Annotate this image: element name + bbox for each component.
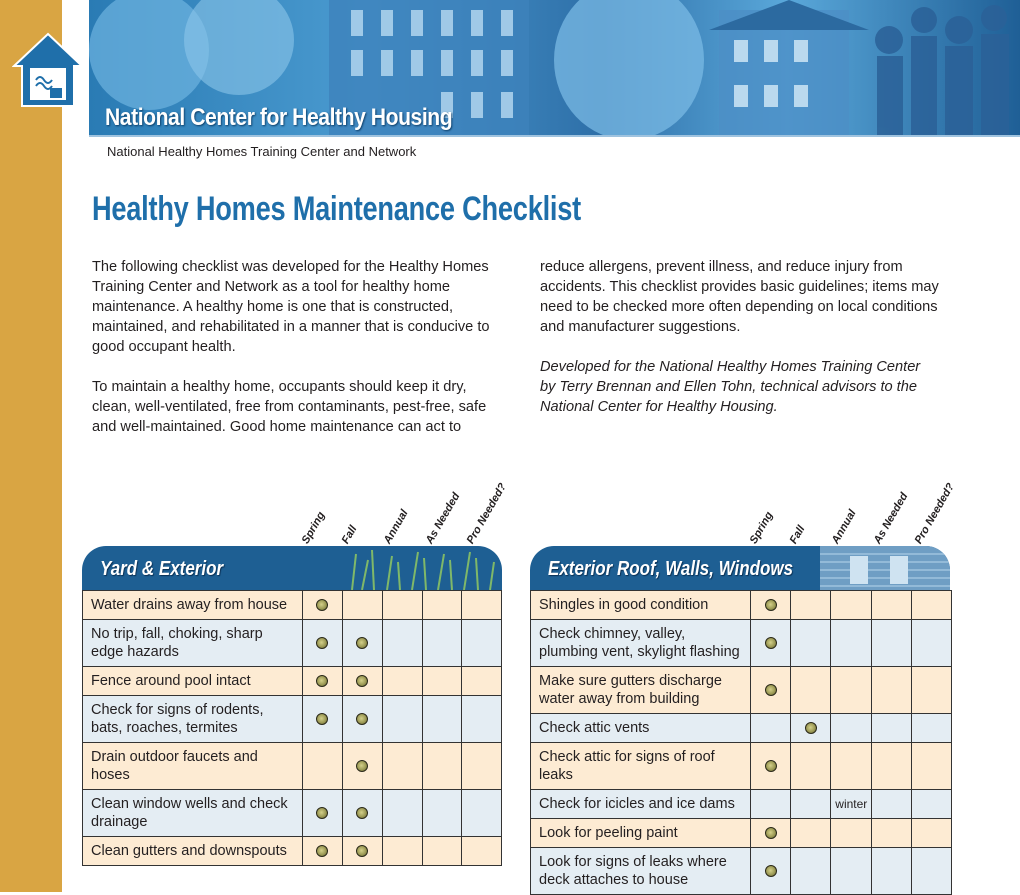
check-cell [302, 743, 342, 790]
check-cell [912, 591, 952, 620]
intro-paragraph-3 [540, 257, 960, 337]
check-cell [382, 790, 422, 837]
check-cell [872, 620, 912, 667]
season-label: Annual [381, 507, 411, 546]
table-row [531, 591, 952, 620]
intro-right-column [540, 257, 960, 437]
season-header [82, 470, 509, 548]
check-cell [382, 743, 422, 790]
text-line: To maintain a healthy home, occupants should keep it dry, [92, 379, 467, 395]
check-cell [342, 696, 382, 743]
check-dot-icon [316, 637, 328, 649]
check-cell [791, 848, 831, 895]
check-dot-icon [316, 599, 328, 611]
check-cell [342, 837, 382, 866]
text-line: accidents. This checklist provides basic guidelines; items may [540, 279, 939, 295]
check-cell [342, 591, 382, 620]
credit-paragraph [540, 357, 960, 417]
left-gold-bar [0, 0, 62, 892]
checklist-item: Make sure gutters discharge water away from building [531, 667, 751, 714]
check-cell [302, 667, 342, 696]
text-line: good occupant health. [92, 339, 236, 355]
text-line: maintenance. A healthy home is one that is constructed, [92, 299, 454, 315]
check-cell [422, 743, 462, 790]
text-line: Developed for the National Healthy Homes Training Center [540, 359, 921, 375]
check-cell [382, 696, 422, 743]
check-cell [831, 790, 872, 819]
check-cell [791, 714, 831, 743]
check-cell [302, 696, 342, 743]
check-cell [750, 743, 790, 790]
check-cell [791, 667, 831, 714]
check-dot-icon [356, 675, 368, 687]
check-cell [382, 667, 422, 696]
check-cell [302, 591, 342, 620]
season-label: Annual [829, 507, 859, 546]
house-siding-art-icon [780, 546, 950, 590]
check-cell [422, 591, 462, 620]
grass-art-icon [332, 546, 502, 590]
check-cell [302, 790, 342, 837]
check-cell [831, 591, 872, 620]
table-row [83, 620, 502, 667]
text-line: maintained, and rehabilitated in a manner that is conducive to [92, 319, 490, 335]
section-title: Exterior Roof, Walls, Windows [548, 558, 794, 580]
check-cell [750, 591, 790, 620]
check-cell [912, 819, 952, 848]
banner-divider [89, 135, 1020, 137]
checklist-item: Look for peeling paint [531, 819, 751, 848]
check-cell [872, 848, 912, 895]
check-cell [831, 743, 872, 790]
check-cell [872, 819, 912, 848]
table-row [83, 790, 502, 837]
check-cell [462, 790, 502, 837]
table-row [531, 848, 952, 895]
text-line: by Terry Brennan and Ellen Tohn, technical advisors to the [540, 379, 917, 395]
check-cell [750, 790, 790, 819]
season-label: As Needed [871, 490, 911, 546]
text-line: clean, well-ventilated, free from contaminants, pest-free, safe [92, 399, 487, 415]
check-cell [791, 790, 831, 819]
check-cell [422, 620, 462, 667]
text-line: need to be checked more often depending on local conditions [540, 299, 938, 315]
check-cell [791, 743, 831, 790]
check-cell [831, 819, 872, 848]
check-dot-icon [356, 760, 368, 772]
table-row [531, 714, 952, 743]
table-row [531, 743, 952, 790]
check-dot-icon [356, 807, 368, 819]
check-cell [462, 667, 502, 696]
check-cell [382, 591, 422, 620]
check-cell [791, 819, 831, 848]
check-cell [831, 620, 872, 667]
check-cell [872, 743, 912, 790]
check-dot-icon [316, 675, 328, 687]
checklist-item: Drain outdoor faucets and hoses [83, 743, 303, 790]
network-subtitle: National Healthy Homes Training Center and Network [107, 144, 417, 159]
check-cell [422, 667, 462, 696]
checklist-table [82, 590, 502, 866]
table-row [531, 819, 952, 848]
check-cell [462, 696, 502, 743]
season-header [530, 470, 957, 548]
check-dot-icon [765, 760, 777, 772]
checklist-item: Check for icicles and ice dams [531, 790, 751, 819]
season-label: Spring [747, 509, 776, 546]
check-cell [422, 696, 462, 743]
check-cell [872, 591, 912, 620]
checklist-item: Check chimney, valley, plumbing vent, skylight flashing [531, 620, 751, 667]
intro-paragraph-2 [92, 377, 512, 437]
check-cell [342, 790, 382, 837]
check-cell [382, 837, 422, 866]
checklist-item: Shingles in good condition [531, 591, 751, 620]
check-dot-icon [356, 713, 368, 725]
checklist-item: No trip, fall, choking, sharp edge hazards [83, 620, 303, 667]
check-cell [382, 620, 422, 667]
checklist-item: Clean gutters and downspouts [83, 837, 303, 866]
check-cell [750, 848, 790, 895]
season-label: Spring [299, 509, 328, 546]
cell-note: winter [835, 797, 868, 811]
check-cell [462, 620, 502, 667]
check-cell [750, 667, 790, 714]
check-dot-icon [765, 637, 777, 649]
check-cell [342, 743, 382, 790]
house-logo-icon [12, 32, 84, 108]
check-cell [750, 714, 790, 743]
section-tab [82, 546, 502, 590]
checklist-item: Check attic for signs of roof leaks [531, 743, 751, 790]
check-cell [872, 667, 912, 714]
text-line: Training Center and Network as a tool for healthy home [92, 279, 451, 295]
check-dot-icon [765, 865, 777, 877]
check-dot-icon [356, 845, 368, 857]
check-cell [912, 743, 952, 790]
checklist-item: Look for signs of leaks where deck attaches to house [531, 848, 751, 895]
check-cell [831, 714, 872, 743]
check-dot-icon [765, 599, 777, 611]
text-line: reduce allergens, prevent illness, and reduce injury from [540, 259, 903, 275]
check-dot-icon [805, 722, 817, 734]
check-cell [912, 790, 952, 819]
table-row [83, 591, 502, 620]
table-row [83, 837, 502, 866]
check-cell [750, 620, 790, 667]
check-dot-icon [765, 827, 777, 839]
check-cell [912, 620, 952, 667]
organization-name: National Center for Healthy Housing [105, 104, 453, 131]
table-row [83, 667, 502, 696]
check-cell [872, 790, 912, 819]
season-label: Pro Needed? [912, 481, 957, 546]
check-cell [462, 743, 502, 790]
page-title: Healthy Homes Maintenance Checklist [92, 190, 581, 228]
checklist-item: Water drains away from house [83, 591, 303, 620]
check-cell [750, 819, 790, 848]
check-cell [302, 620, 342, 667]
intro-paragraph-1 [92, 257, 512, 357]
checklist-item: Check for signs of rodents, bats, roaches, termites [83, 696, 303, 743]
table-row [531, 620, 952, 667]
table-row [531, 667, 952, 714]
check-dot-icon [765, 684, 777, 696]
season-label: Pro Needed? [464, 481, 509, 546]
section-title: Yard & Exterior [100, 558, 224, 580]
check-cell [462, 837, 502, 866]
check-cell [791, 591, 831, 620]
season-label: Fall [339, 523, 360, 546]
check-dot-icon [316, 845, 328, 857]
table-row [83, 743, 502, 790]
check-dot-icon [356, 637, 368, 649]
check-dot-icon [316, 713, 328, 725]
check-cell [462, 591, 502, 620]
checklist-item: Clean window wells and check drainage [83, 790, 303, 837]
season-label: Fall [787, 523, 808, 546]
checklist-item: Fence around pool intact [83, 667, 303, 696]
check-cell [422, 790, 462, 837]
check-cell [302, 837, 342, 866]
checklist-table [530, 590, 952, 895]
check-cell [831, 667, 872, 714]
table-row [531, 790, 952, 819]
table-row [83, 696, 502, 743]
check-cell [912, 667, 952, 714]
text-line: National Center for Healthy Housing. [540, 399, 778, 415]
checklist-item: Check attic vents [531, 714, 751, 743]
header-banner [89, 0, 1020, 136]
season-label: As Needed [423, 490, 463, 546]
check-cell [342, 620, 382, 667]
text-line: The following checklist was developed for the Healthy Homes [92, 259, 489, 275]
check-cell [912, 848, 952, 895]
check-cell [872, 714, 912, 743]
check-cell [422, 837, 462, 866]
check-cell [831, 848, 872, 895]
check-dot-icon [316, 807, 328, 819]
check-cell [912, 714, 952, 743]
text-line: and manufacturer suggestions. [540, 319, 741, 335]
check-cell [342, 667, 382, 696]
section-tab [530, 546, 950, 590]
check-cell [791, 620, 831, 667]
text-line: and well-maintained. Good home maintenance can act to [92, 419, 462, 435]
intro-left-column [92, 257, 512, 457]
